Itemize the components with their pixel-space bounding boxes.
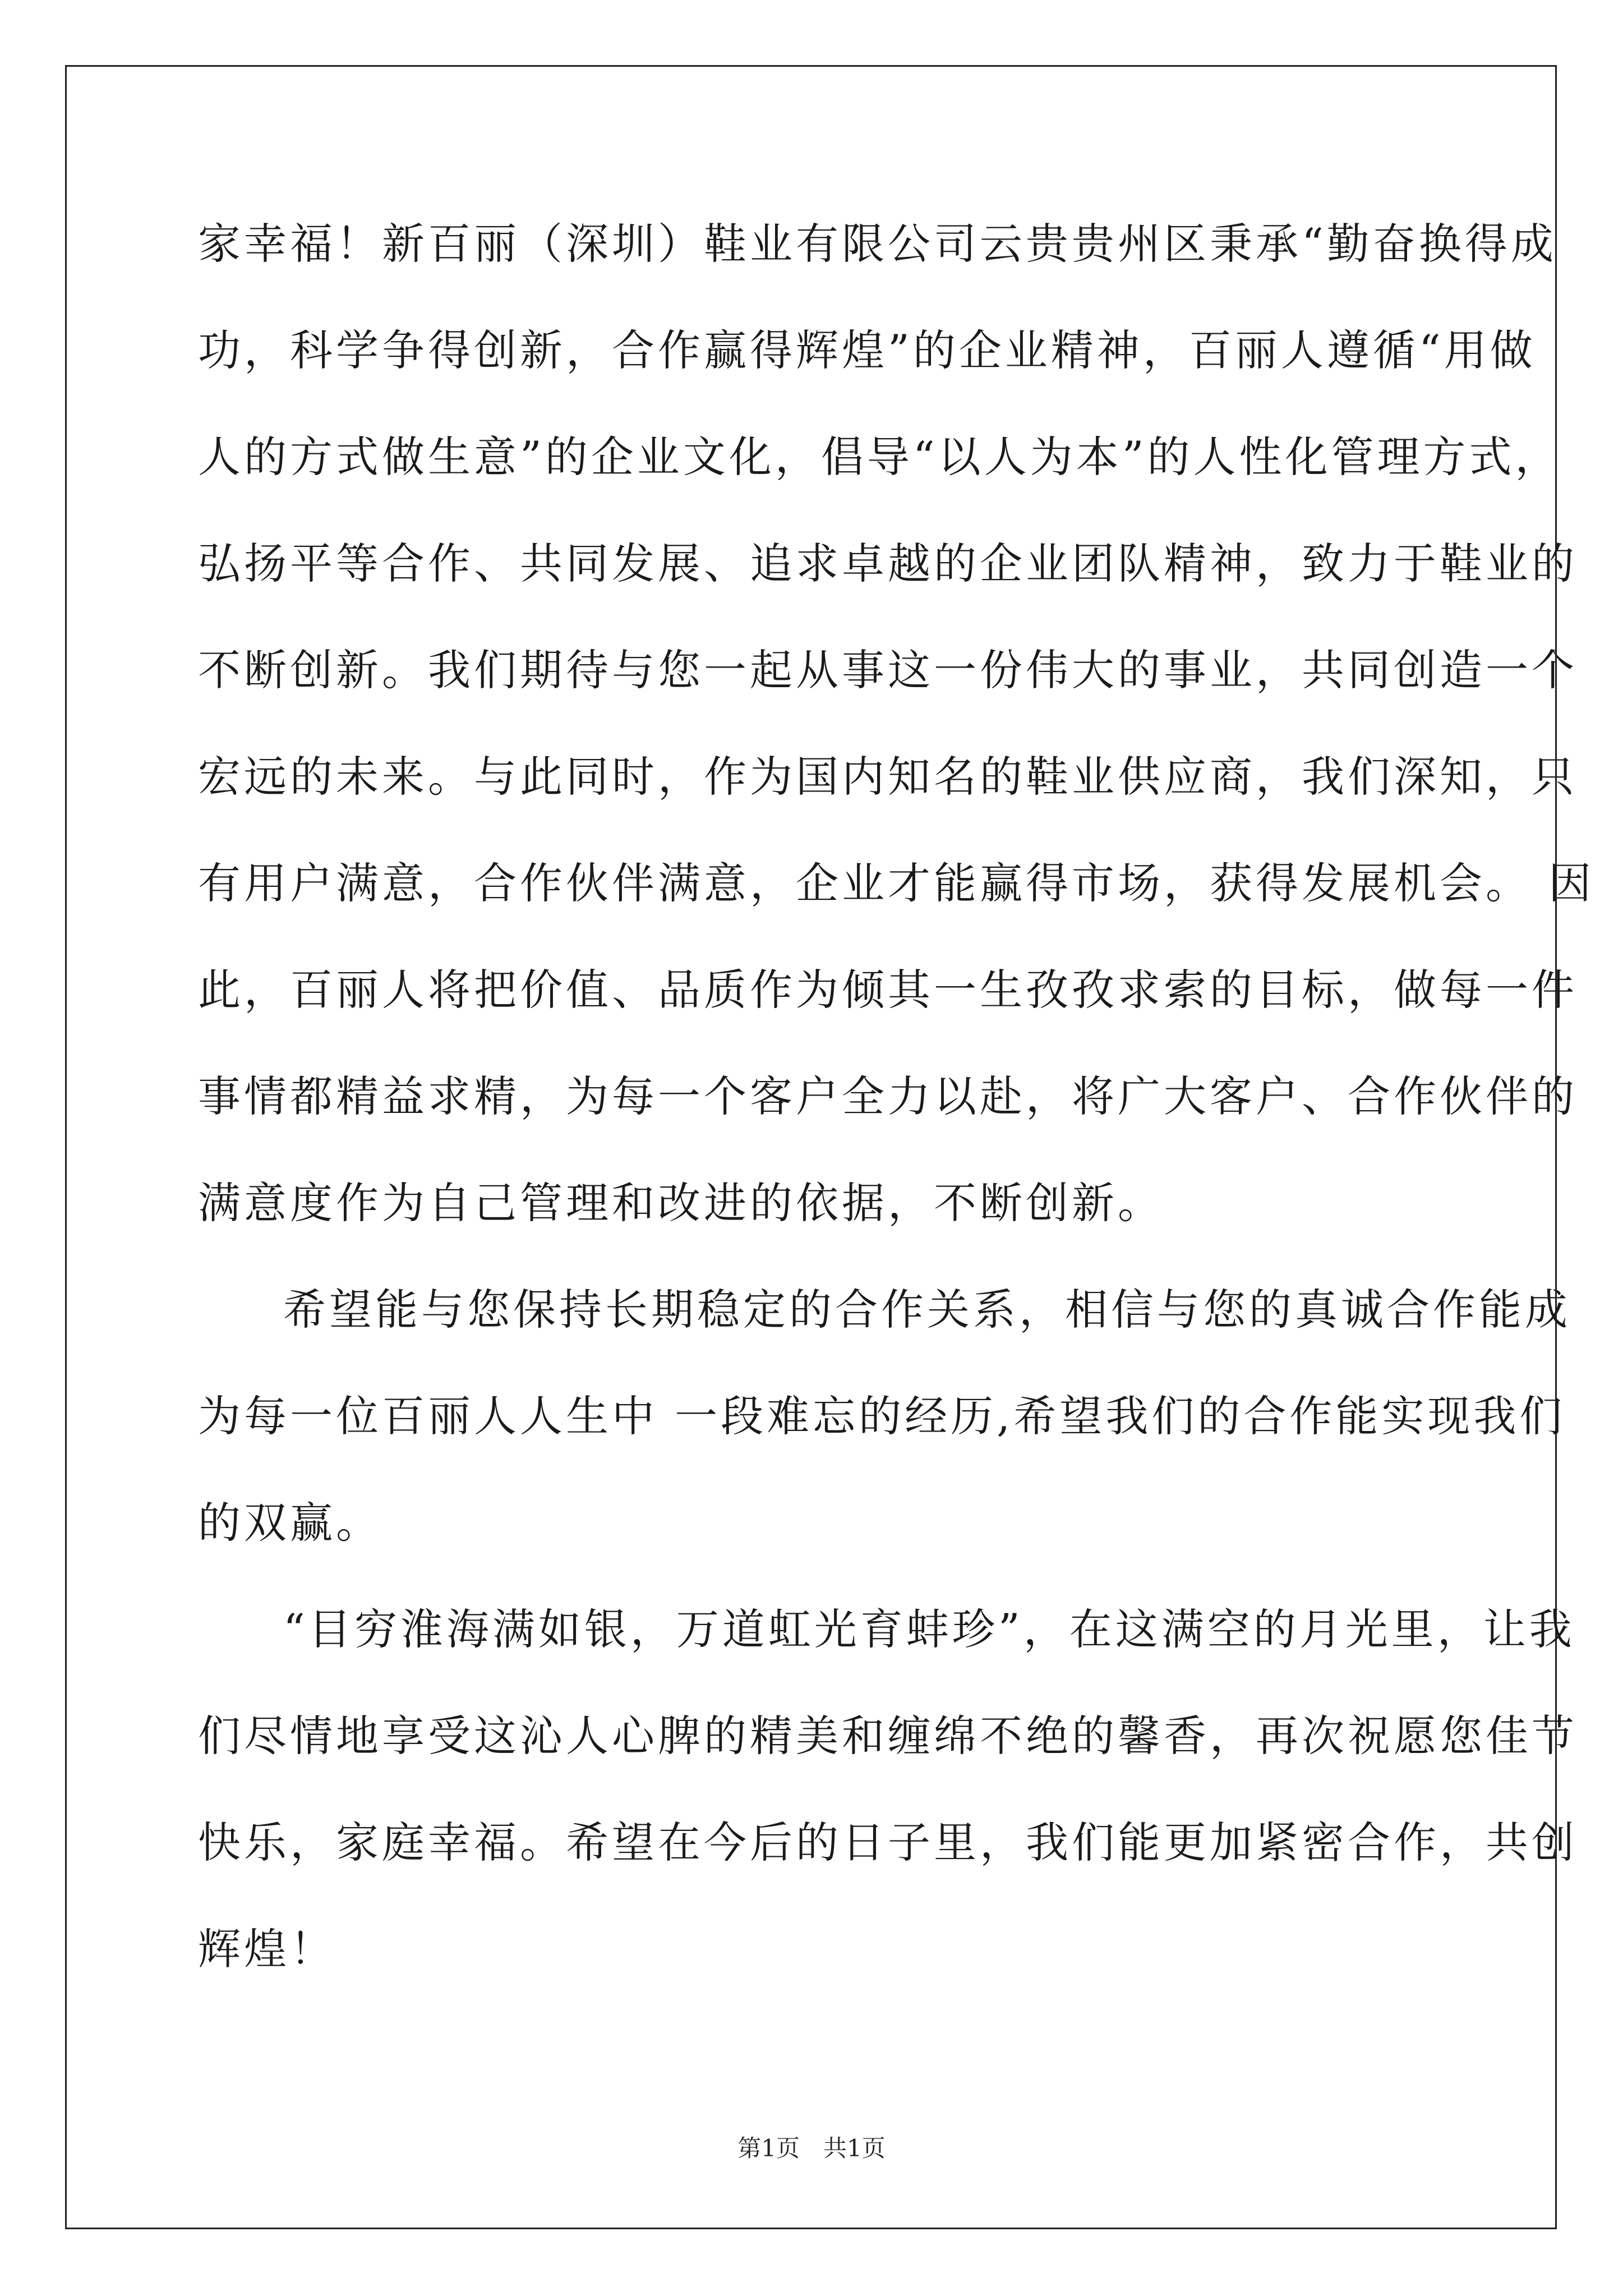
- text-line: 为每一位百丽人人生中 一段难忘的经历,希望我们的合作能实现我们: [198, 1391, 1566, 1441]
- text-line: 此，百丽人将把价值、品质作为倾其一生孜孜求索的目标，做每一件: [198, 965, 1578, 1015]
- text-line: 们尽情地享受这沁人心脾的精美和缠绵不绝的馨香，再次祝愿您佳节: [198, 1711, 1578, 1761]
- text-line: 家幸福！新百丽（深圳）鞋业有限公司云贵贵州区秉承“勤奋换得成: [198, 219, 1557, 269]
- text-line: 人的方式做生意”的企业文化，倡导“以人为本”的人性化管理方式，: [198, 432, 1561, 482]
- text-line: 有用户满意，合作伙伴满意，企业才能赢得市场，获得发展机会。 因: [198, 858, 1595, 908]
- page-footer: 第1页 共1页: [737, 2134, 886, 2162]
- document-body: [198, 191, 1595, 2003]
- text-line: 快乐，家庭幸福。希望在今后的日子里，我们能更加紧密合作，共创: [198, 1818, 1578, 1867]
- text-line: 辉煌！: [198, 1924, 336, 1974]
- paragraph: [198, 191, 1595, 1257]
- text-line: 宏远的未来。与此同时，作为国内知名的鞋业供应商，我们深知，只: [198, 752, 1578, 802]
- text-line: 事情都精益求精，为每一个客户全力以赴，将广大客户、合作伙伴的: [198, 1071, 1578, 1121]
- text-line: 的双赢。: [198, 1498, 382, 1548]
- paragraph: [198, 1576, 1578, 2003]
- paragraph: [198, 1257, 1571, 1576]
- text-line: 弘扬平等合作、共同发展、追求卓越的企业团队精神，致力于鞋业的: [198, 539, 1578, 588]
- text-line: “目穷淮海满如银，万道虹光育蚌珍”，在这满空的月光里，让我: [283, 1604, 1575, 1654]
- text-line: 功，科学争得创新，合作赢得辉煌”的企业精神，百丽人遵循“用做: [198, 325, 1536, 375]
- text-line: 希望能与您保持长期稳定的合作关系，相信与您的真诚合作能成: [283, 1285, 1571, 1335]
- text-line: 满意度作为自己管理和改进的依据，不断创新。: [198, 1178, 1164, 1228]
- text-line: 不断创新。我们期待与您一起从事这一份伟大的事业，共同创造一个: [198, 645, 1578, 695]
